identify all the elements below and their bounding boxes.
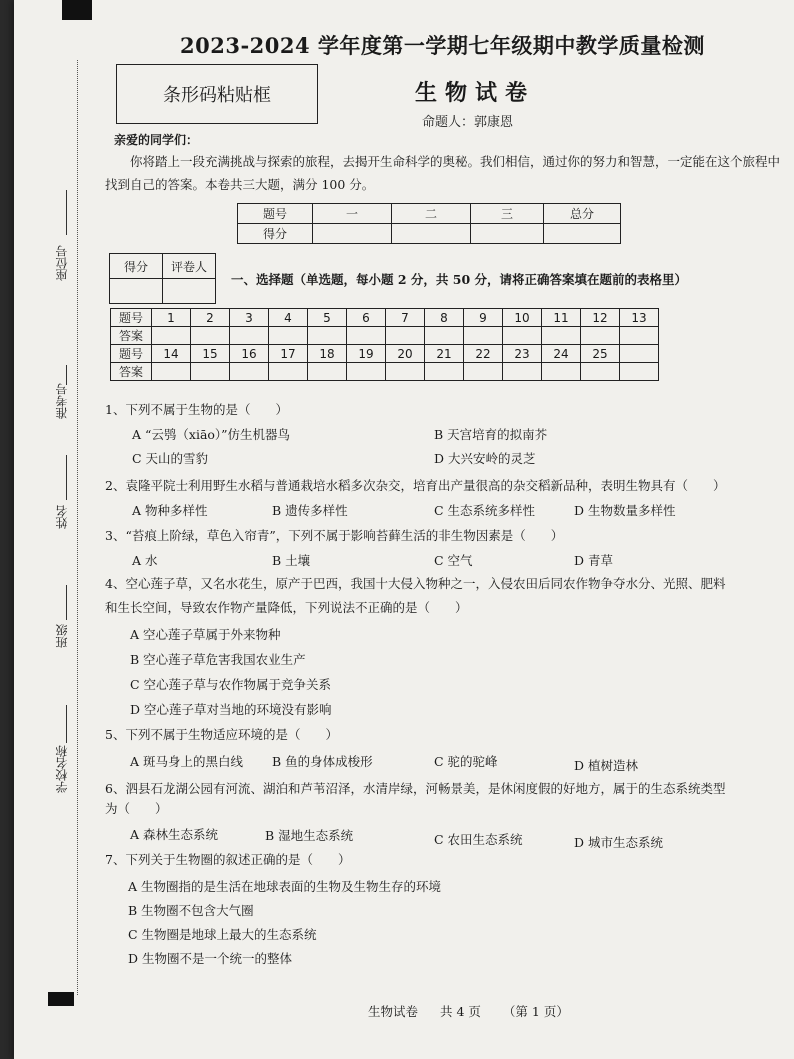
answer-cell[interactable] <box>230 327 269 345</box>
question-number: 13 <box>620 309 659 327</box>
answer-cell[interactable] <box>620 327 659 345</box>
question-number: 7 <box>386 309 425 327</box>
score-cell[interactable] <box>544 224 621 244</box>
answer-table-label-question: 题号 <box>111 309 152 327</box>
question-number: 11 <box>542 309 581 327</box>
question-number: 8 <box>425 309 464 327</box>
answer-table-label-question: 题号 <box>111 345 152 363</box>
grader-score-label: 得分 <box>110 254 163 279</box>
grader-table <box>109 253 216 304</box>
footer-total-pages: 共 4 页 <box>440 1004 481 1019</box>
answer-cell[interactable] <box>386 363 425 381</box>
q2-option-a: A 物种多样性 <box>132 503 208 518</box>
section-1-title: 一、选择题（单选题，每小题 2 分，共 50 分，请将正确答案填在题前的表格里） <box>231 272 688 287</box>
q6-option-b: B 湿地生态系统 <box>265 828 354 843</box>
answer-cell[interactable] <box>542 327 581 345</box>
barcode-box: 条形码粘贴框 <box>116 64 318 124</box>
class-underline <box>66 585 67 620</box>
answer-cell[interactable] <box>308 363 347 381</box>
answer-cell[interactable] <box>581 327 620 345</box>
sidebar-exam-no-label: 准考号 <box>55 383 69 419</box>
answer-cell[interactable] <box>464 327 503 345</box>
answer-cell[interactable] <box>386 327 425 345</box>
q3-option-d: D 青草 <box>574 553 613 568</box>
registration-mark-top <box>62 0 92 20</box>
q4-option-b: B 空心莲子草危害我国农业生产 <box>130 652 306 667</box>
score-cell[interactable] <box>392 224 471 244</box>
sidebar-name-label: 姓名 <box>55 505 69 529</box>
answer-cell[interactable] <box>620 363 659 381</box>
author-line: 命题人：郭康恩 <box>422 115 514 130</box>
q6-option-c: C 农田生态系统 <box>434 832 523 847</box>
q7-option-d: D 生物圈不是一个统一的整体 <box>128 951 292 966</box>
question-number: 5 <box>308 309 347 327</box>
school-underline <box>66 705 67 743</box>
question-number: 2 <box>191 309 230 327</box>
intro-text: 你将踏上一段充满挑战与探索的旅程，去揭开生命科学的奥秘。我们相信，通过你的努力和智慧，一定能在这个旅程中找到自己的答案。本卷共三大题，满分 100 分。 <box>105 154 781 192</box>
score-table <box>237 203 621 244</box>
question-number: 25 <box>581 345 620 363</box>
question-2-stem: 2、袁隆平院士利用野生水稻与普通栽培水稻多次杂交，培育出产量很高的杂交稻新品种，表明生物具有（ ） <box>105 478 726 493</box>
question-number: 10 <box>503 309 542 327</box>
score-table-col-3: 三 <box>471 204 544 224</box>
answer-table-label-answer: 答案 <box>111 327 152 345</box>
grader-score-cell[interactable] <box>110 279 163 304</box>
score-table-label-question: 题号 <box>238 204 313 224</box>
question-number: 23 <box>503 345 542 363</box>
answer-cell[interactable] <box>230 363 269 381</box>
answer-cell[interactable] <box>347 327 386 345</box>
score-table-col-1: 一 <box>313 204 392 224</box>
question-number: 1 <box>152 309 191 327</box>
q5-option-b: B 鱼的身体成梭形 <box>272 754 373 769</box>
question-number: 22 <box>464 345 503 363</box>
question-number <box>620 345 659 363</box>
question-number: 12 <box>581 309 620 327</box>
question-number: 17 <box>269 345 308 363</box>
question-number: 21 <box>425 345 464 363</box>
q2-option-d: D 生物数量多样性 <box>574 503 676 518</box>
q3-option-a: A 水 <box>132 553 158 568</box>
q2-option-b: B 遗传多样性 <box>272 503 348 518</box>
q5-option-c: C 驼的驼峰 <box>434 754 498 769</box>
footer-page-number: （第 1 页） <box>502 1004 569 1019</box>
answer-cell[interactable] <box>347 363 386 381</box>
answer-cell[interactable] <box>269 327 308 345</box>
answer-cell[interactable] <box>308 327 347 345</box>
answer-cell[interactable] <box>542 363 581 381</box>
greeting: 亲爱的同学们： <box>114 133 199 147</box>
binding-line <box>77 60 78 995</box>
q5-option-a: A 斑马身上的黑白线 <box>130 754 244 769</box>
seat-underline <box>66 190 67 235</box>
score-table-label-score: 得分 <box>238 224 313 244</box>
page-footer <box>368 1002 591 1020</box>
q2-option-c: C 生态系统多样性 <box>434 503 536 518</box>
q3-option-b: B 土壤 <box>272 553 311 568</box>
question-4-stem-continued: 和生长空间，导致农作物产量降低，下列说法不正确的是（ ） <box>105 600 468 615</box>
answer-cell[interactable] <box>269 363 308 381</box>
question-number: 6 <box>347 309 386 327</box>
question-number: 20 <box>386 345 425 363</box>
question-number: 15 <box>191 345 230 363</box>
q6-option-d: D 城市生态系统 <box>574 835 663 850</box>
question-number: 3 <box>230 309 269 327</box>
q7-option-a: A 生物圈指的是生活在地球表面的生物及生物生存的环境 <box>128 879 442 894</box>
sidebar-class-label: 班级 <box>55 624 69 648</box>
question-number: 24 <box>542 345 581 363</box>
registration-mark-bottom <box>48 992 74 1006</box>
question-6-stem: 6、泗县石龙湖公园有河流、湖泊和芦苇沼泽，水清岸绿，河畅景美，是休闲度假的好地方，属于的生态系统类型 <box>105 781 726 796</box>
question-number: 4 <box>269 309 308 327</box>
sidebar-seat-label: 座位号 <box>55 245 69 281</box>
q1-option-c: C 天山的雪豹 <box>132 451 209 466</box>
question-6-stem-continued: 为（ ） <box>105 801 168 816</box>
answer-cell[interactable] <box>503 363 542 381</box>
q1-option-d: D 大兴安岭的灵芝 <box>434 451 536 466</box>
answer-cell[interactable] <box>425 327 464 345</box>
question-5-stem: 5、下列不属于生物适应环境的是（ ） <box>105 727 338 742</box>
answer-cell[interactable] <box>152 327 191 345</box>
answer-cell[interactable] <box>425 363 464 381</box>
question-number: 16 <box>230 345 269 363</box>
question-number: 19 <box>347 345 386 363</box>
exam-no-underline <box>66 365 67 385</box>
score-cell[interactable] <box>471 224 544 244</box>
q1-option-b: B 天宫培育的拟南芥 <box>434 427 548 442</box>
q7-option-b: B 生物圈不包含大气圈 <box>128 903 254 918</box>
grader-name-cell[interactable] <box>163 279 216 304</box>
question-7-stem: 7、下列关于生物圈的叙述正确的是（ ） <box>105 852 351 867</box>
question-number: 18 <box>308 345 347 363</box>
answer-cell[interactable] <box>581 363 620 381</box>
answer-cell[interactable] <box>464 363 503 381</box>
name-underline <box>66 455 67 500</box>
question-4-stem: 4、空心莲子草，又名水花生，原产于巴西，我国十大侵入物种之一，入侵农田后同农作物争夺水分、光照、肥料 <box>105 576 726 591</box>
sidebar-school-label: 学校名称 <box>55 745 69 793</box>
score-cell[interactable] <box>313 224 392 244</box>
q1-option-a: A “云鸮（xiāo）”仿生机器鸟 <box>132 427 291 442</box>
score-table-col-2: 二 <box>392 204 471 224</box>
answer-cell[interactable] <box>503 327 542 345</box>
answer-table <box>110 308 659 381</box>
q4-option-d: D 空心莲子草对当地的环境没有影响 <box>130 702 332 717</box>
q3-option-c: C 空气 <box>434 553 473 568</box>
answer-cell[interactable] <box>152 363 191 381</box>
answer-cell[interactable] <box>191 363 230 381</box>
answer-cell[interactable] <box>191 327 230 345</box>
score-table-col-total: 总分 <box>544 204 621 224</box>
answer-table-label-answer: 答案 <box>111 363 152 381</box>
q4-option-a: A 空心莲子草属于外来物种 <box>130 627 281 642</box>
question-number: 9 <box>464 309 503 327</box>
subject-title: 生物试卷 <box>415 80 536 106</box>
q7-option-c: C 生物圈是地球上最大的生态系统 <box>128 927 317 942</box>
exam-title: 2023-2024 学年度第一学期七年级期中教学质量检测 <box>180 33 705 58</box>
question-number: 14 <box>152 345 191 363</box>
question-3-stem: 3、“苔痕上阶绿，草色入帘青”，下列不属于影响苔藓生活的非生物因素是（ ） <box>105 528 564 543</box>
footer-subject: 生物试卷 <box>368 1004 419 1019</box>
grader-label: 评卷人 <box>163 254 216 279</box>
q6-option-a: A 森林生态系统 <box>130 827 219 842</box>
q4-option-c: C 空心莲子草与农作物属于竞争关系 <box>130 677 332 692</box>
question-1-stem: 1、下列不属于生物的是（ ） <box>105 402 288 417</box>
q5-option-d: D 植树造林 <box>574 758 638 773</box>
